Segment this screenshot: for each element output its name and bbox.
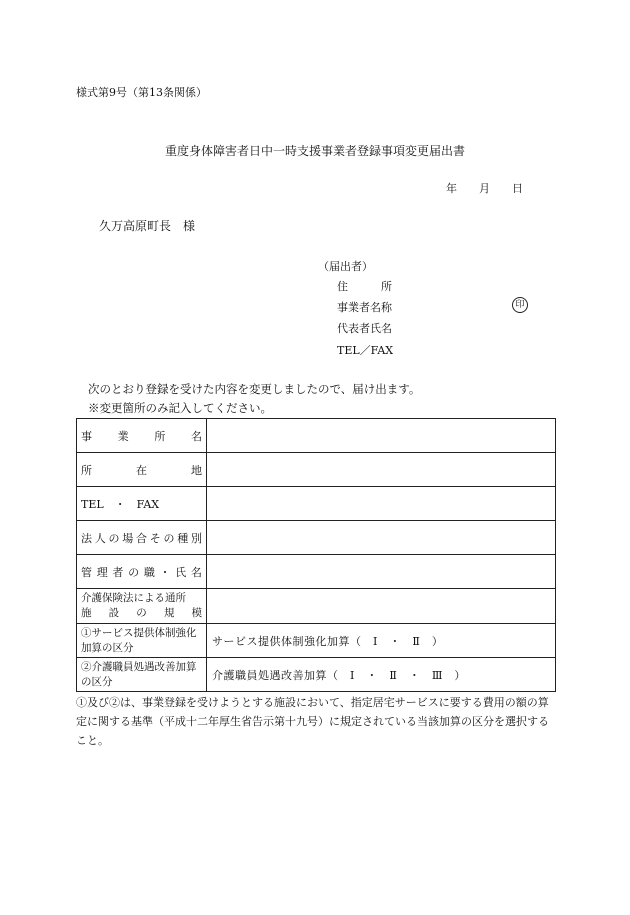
label-char: 事 [81,429,92,443]
footnote: ①及び②は、事業登録を受けようとする施設において、指定居宅サービスに要する費用の額の算定に関する基準（平成十二年厚生省告示第十九号）に規定されている当該加算の区分を選択すること。 [76,696,549,747]
table-row [77,624,556,658]
label-char: 地 [191,463,202,477]
label-char: の [128,565,140,579]
label-char: 理 [96,565,108,579]
label-char: 名 [190,565,202,579]
manager-label [77,555,207,589]
date-month: 月 [479,182,490,195]
document-title: 重度身体障害者日中一時支援事業者登録事項変更届出書 [164,144,465,158]
date-day: 日 [512,182,523,195]
intro-text: 次のとおり登録を受けた内容を変更しましたので、届け出ます。 [88,382,421,396]
label-char: 人 [94,531,106,545]
label-char: の [163,531,175,545]
label-char: の [108,531,120,545]
staff-improvement-text: ②介護職員処遇改善加算の区分 [81,660,197,688]
notifier-representative-label: 代表者氏名 [337,322,392,335]
service-provision-text: ①サービス提供体制強化加算の区分 [81,626,197,654]
label-char: 氏 [175,565,187,579]
facility-scale-input[interactable] [207,589,556,624]
office-name-label [77,419,207,453]
change-form-table [76,418,556,692]
location-text [81,462,202,478]
tel-fax-label [77,487,207,521]
location-input[interactable] [207,453,556,487]
label-char: 在 [136,463,147,477]
form-number: 様式第9号（第13条関係） [76,86,207,99]
table-row [77,521,556,555]
date-line [446,180,523,196]
table-row [77,555,556,589]
office-name-input[interactable] [207,419,556,453]
table-row [77,419,556,453]
corp-type-text [81,530,202,546]
office-name-text [81,428,202,444]
label-char: 規 [163,607,175,619]
label-char: 場 [122,531,134,545]
seal-mark: 印 [512,297,528,313]
label-char: の [136,607,147,619]
corp-type-label [77,521,207,555]
label-char: 模 [191,607,202,619]
table-row [77,658,556,692]
label-char: 管 [81,565,92,579]
label-char: ・ [159,565,171,579]
table-row [77,487,556,521]
table-row [77,589,556,624]
label-char: 所 [154,429,166,443]
service-provision-options[interactable]: サービス提供体制強化加算（ Ⅰ ・ Ⅱ ） [207,624,556,658]
label-char: 所 [81,463,92,477]
manager-text [81,564,202,580]
table-row [77,453,556,487]
service-provision-label [77,624,207,658]
label-char: 種 [177,531,189,545]
notifier-heading: （届出者） [318,260,373,273]
label-char: 者 [112,565,124,579]
label-char: 設 [108,607,120,619]
date-year: 年 [446,182,457,195]
note-text: ※変更箇所のみ記入してください。 [88,401,272,415]
facility-scale-label [77,589,207,624]
manager-input[interactable] [207,555,556,589]
tel-fax-text: TEL ・ FAX [81,497,160,511]
label-char: 別 [191,531,202,545]
staff-improvement-label [77,658,207,692]
location-label [77,453,207,487]
label-char: 名 [190,429,202,443]
notifier-telfax-label: TEL／FAX [337,344,394,357]
label-char: 施 [81,607,92,619]
tel-fax-input[interactable] [207,487,556,521]
corp-type-input[interactable] [207,521,556,555]
staff-improvement-options[interactable]: 介護職員処遇改善加算（ Ⅰ ・ Ⅱ ・ Ⅲ ） [207,658,556,692]
label-char: 職 [143,565,155,579]
label-char: 業 [117,429,129,443]
label-char: 合 [136,531,147,545]
addressee: 久万高原町長 様 [99,219,196,233]
label-char: そ [149,531,161,545]
facility-scale-line2 [81,606,202,621]
notifier-address-label: 住 所 [337,280,392,293]
facility-scale-line1: 介護保険法による通所 [81,592,186,604]
notifier-business-name-label: 事業者名称 [337,301,392,314]
label-char: 法 [81,531,92,545]
